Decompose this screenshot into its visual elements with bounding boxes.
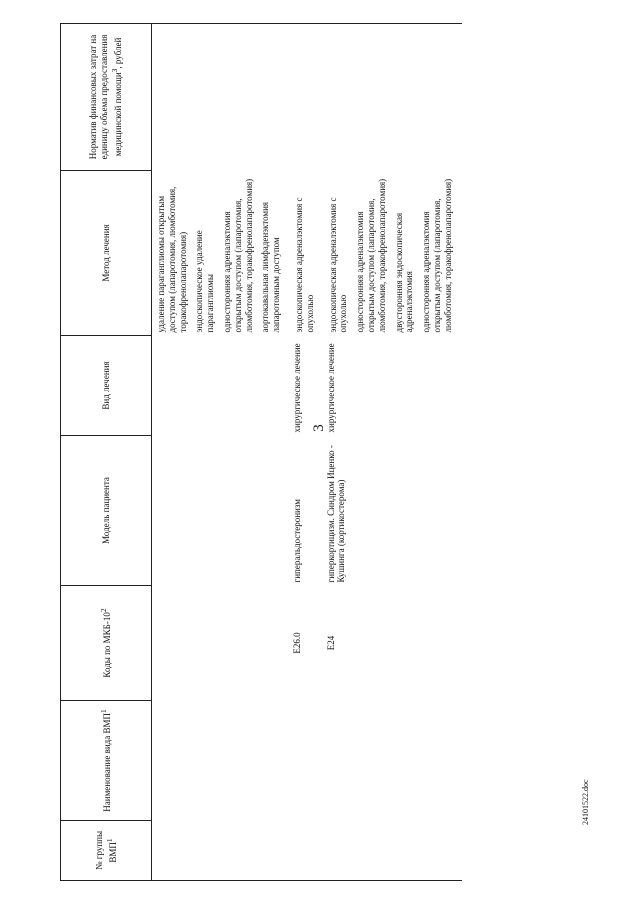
patient-model-cell: гиперкортицизм. Синдром Иценко - Кушинга (кортикостерома)	[325, 445, 347, 583]
treatment-type-cell	[152, 336, 290, 436]
patient-model-cell	[152, 436, 290, 586]
header-group-number: № группы ВМП$^1$	[61, 821, 152, 881]
header-vmp-name: Наименование вида ВМП$^1$	[61, 701, 152, 821]
method-item: односторонняя адреналэктомия открытым доступом (лапаротомия, люмботомия, торакофренолапаротомия)	[355, 178, 387, 333]
table-row	[324, 24, 462, 881]
rotated-table-container	[60, 24, 600, 881]
treatment-method-cell	[324, 171, 462, 336]
method-item: односторонняя адреналэктомия открытым доступом (лапаротомия, люмботомия, торакофренолапаротомия)	[221, 178, 254, 333]
mkb-code-cell: E24	[325, 635, 336, 651]
header-cost-norm: Норматив финансовых затрат на единицу объема предоставления медицинской помощи$^3$, рублей	[61, 24, 152, 171]
table-row	[152, 24, 290, 881]
table-row	[290, 24, 324, 881]
method-item: эндоскопическая адреналэктомия с опухолью	[293, 197, 315, 333]
mkb-code-cell	[152, 586, 290, 701]
document-code: 24101522.doc	[581, 779, 590, 825]
treatment-method-cell	[152, 171, 290, 336]
header-treatment-method: Метод лечения	[61, 171, 152, 336]
header-patient-model: Модель пациента	[61, 436, 152, 586]
page-number: 3	[311, 424, 327, 432]
mkb-code-cell: E26.0	[291, 632, 302, 654]
method-item: односторонняя адреналэктомия открытым доступом (лапаротомия, люмботомия, торакофренолапаротомия)	[421, 178, 453, 333]
treatment-type-cell: хирургическое лечение	[325, 343, 336, 433]
patient-model-cell: гиперальдостеронизм	[291, 499, 302, 583]
header-treatment-type: Вид лечения	[61, 336, 152, 436]
method-item: эндоскопическое удаление параганглиомы	[194, 230, 216, 333]
method-item: аортокавальная лимфаденэктомия лапаротомным доступом	[260, 201, 282, 333]
treatment-type-cell: хирургическое лечение	[291, 343, 302, 433]
method-item: двусторонняя эндоскопическая адреналэктомия	[393, 212, 415, 333]
header-mkb-codes: Коды по МКБ-$10^2$	[61, 586, 152, 701]
treatment-method-cell	[290, 171, 324, 336]
table-header-row	[61, 24, 152, 881]
vmp-table	[60, 23, 462, 881]
method-item: эндоскопическая адреналэктомия с опухолью	[327, 197, 349, 333]
method-item: удаление параганглиомы открытым доступом (лапаротомия, люмботомия, торакофренолапаротомия)	[156, 186, 188, 333]
